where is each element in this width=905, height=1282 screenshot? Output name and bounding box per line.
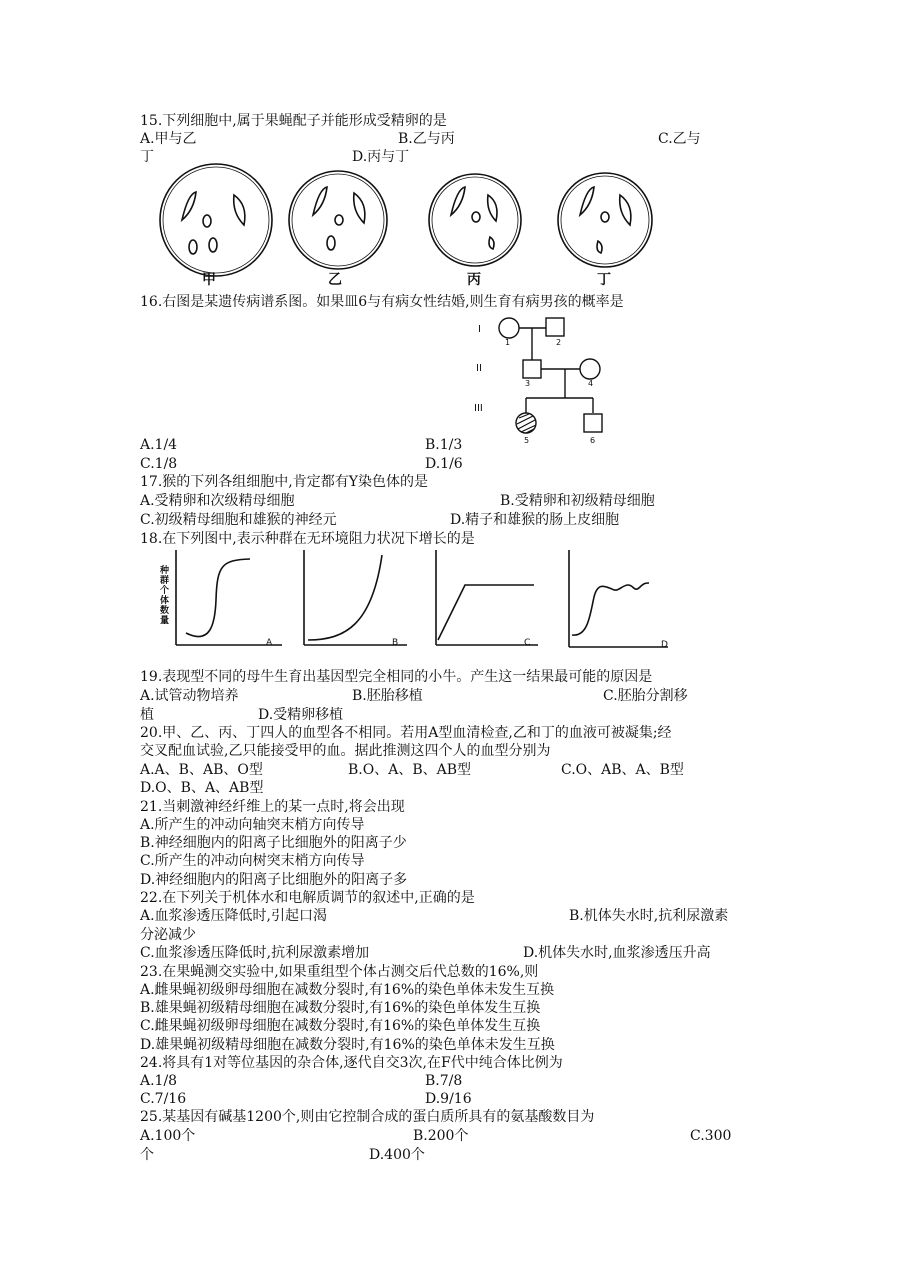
pedigree-chart bbox=[470, 312, 640, 452]
q25-option-c: C.300 bbox=[690, 1128, 732, 1144]
pedigree-id-6: 6 bbox=[590, 436, 596, 445]
graph-y-axis-label: 种群个体数量 bbox=[160, 566, 170, 626]
question-23-stem: 23.在果蝇测交实验中,如果重组型个体占测交后代总数的16%,则 bbox=[140, 964, 539, 980]
question-17-stem: 17.猴的下列各组细胞中,肯定都有Y染色体的是 bbox=[140, 474, 428, 490]
q17-option-c: C.初级精母细胞和雄猴的神经元 bbox=[140, 512, 337, 528]
q15-option-d: D.丙与丁 bbox=[352, 149, 410, 165]
q22-option-d: D.机体失水时,血浆渗透压升高 bbox=[523, 945, 711, 961]
pedigree-gen-1: I bbox=[478, 324, 481, 335]
q25-option-d: D.400个 bbox=[369, 1147, 425, 1163]
cell-label-bing: 丙 bbox=[467, 272, 481, 288]
q17-option-d: D.精子和雄猴的肠上皮细胞 bbox=[450, 512, 620, 528]
question-24-stem: 24.将具有1对等位基因的杂合体,逐代自交3次,在F代中纯合体比例为 bbox=[140, 1055, 563, 1071]
q21-option-c: C.所产生的冲动向树突末梢方向传导 bbox=[140, 853, 365, 869]
q24-option-c: C.7/16 bbox=[140, 1091, 187, 1107]
q21-option-a: A.所产生的冲动向轴突末梢方向传导 bbox=[140, 817, 365, 833]
graph-label-b: B bbox=[392, 638, 399, 648]
graph-label-d: D bbox=[661, 640, 668, 650]
cell-bing bbox=[429, 174, 521, 266]
q20-option-a: A.A、B、AB、O型 bbox=[140, 762, 263, 778]
q19-option-a: A.试管动物培养 bbox=[140, 688, 239, 704]
graph-d bbox=[569, 550, 668, 647]
pedigree-id-4: 4 bbox=[588, 379, 594, 388]
q20-option-b: B.O、A、B、AB型 bbox=[348, 762, 472, 778]
graph-b bbox=[304, 550, 407, 645]
question-22-stem: 22.在下列关于机体水和电解质调节的叙述中,正确的是 bbox=[140, 890, 475, 906]
graph-a bbox=[176, 550, 282, 645]
q19-option-b: B.胚胎移植 bbox=[352, 688, 423, 704]
q24-option-a: A.1/8 bbox=[140, 1073, 178, 1089]
cell-label-yi: 乙 bbox=[328, 272, 342, 288]
q22-option-c: C.血浆渗透压降低时,抗利尿激素增加 bbox=[140, 945, 370, 961]
cell-diagrams bbox=[0, 165, 905, 295]
q16-option-d: D.1/6 bbox=[425, 456, 463, 472]
pedigree-id-1: 1 bbox=[505, 338, 511, 347]
graph-c bbox=[436, 550, 538, 645]
q22-option-b-wrap: 分泌减少 bbox=[140, 927, 196, 943]
pedigree-gen-3: III bbox=[474, 403, 483, 414]
q25-option-a: A.100个 bbox=[140, 1128, 196, 1144]
q15-option-a: A.甲与乙 bbox=[140, 131, 197, 147]
question-16-stem: 16.右图是某遗传病谱系图。如果皿6与有病女性结婚,则生育有病男孩的概率是 bbox=[140, 294, 624, 310]
q15-option-c-wrap: 丁 bbox=[140, 149, 154, 165]
q23-option-a: A.雌果蝇初级卵母细胞在减数分裂时,有16%的染色单体未发生互换 bbox=[140, 982, 555, 998]
pedigree-id-2: 2 bbox=[556, 338, 562, 347]
q22-option-a: A.血浆渗透压降低时,引起口渴 bbox=[140, 908, 328, 924]
pedigree-id-3: 3 bbox=[525, 379, 531, 388]
question-25-stem: 25.某基因有碱基1200个,则由它控制合成的蛋白质所具有的氨基酸数目为 bbox=[140, 1109, 595, 1125]
question-15-stem: 15.下列细胞中,属于果蝇配子并能形成受精卵的是 bbox=[140, 113, 447, 129]
q23-option-b: B.雄果蝇初级精母细胞在减数分裂时,有16%的染色单体发生互换 bbox=[140, 1000, 541, 1016]
cell-yi bbox=[289, 171, 387, 269]
q16-option-c: C.1/8 bbox=[140, 456, 178, 472]
q23-option-c: C.雌果蝇初级卵母细胞在减数分裂时,有16%的染色单体发生互换 bbox=[140, 1018, 541, 1034]
question-20-stem-1: 20.甲、乙、丙、丁四人的血型各不相同。若用A型血清检查,乙和丁的血液可被凝集;经 bbox=[140, 725, 672, 741]
cell-ding bbox=[558, 173, 652, 267]
q19-option-c-wrap: 植 bbox=[140, 707, 154, 723]
cell-label-ding: 丁 bbox=[597, 272, 611, 288]
question-18-stem: 18.在下列图中,表示种群在无环境阻力状况下增长的是 bbox=[140, 531, 475, 547]
cell-label-jia: 甲 bbox=[202, 272, 216, 288]
q15-option-b: B.乙与丙 bbox=[398, 131, 455, 147]
q16-option-a: A.1/4 bbox=[140, 437, 178, 453]
cell-jia bbox=[160, 164, 272, 276]
q20-option-c: C.O、AB、A、B型 bbox=[561, 762, 684, 778]
question-19-stem: 19.表现型不同的母牛生育出基因型完全相同的小牛。产生这一结果最可能的原因是 bbox=[140, 669, 653, 685]
q15-option-c: C.乙与 bbox=[658, 131, 701, 147]
q24-option-d: D.9/16 bbox=[425, 1091, 472, 1107]
q19-option-c: C.胚胎分割移 bbox=[603, 688, 688, 704]
q21-option-b: B.神经细胞内的阳离子比细胞外的阳离子少 bbox=[140, 835, 407, 851]
question-20-stem-2: 交叉配血试验,乙只能接受甲的血。据此推测这四个人的血型分别为 bbox=[140, 743, 551, 759]
q16-option-b: B.1/3 bbox=[425, 437, 463, 453]
graph-label-a: A bbox=[266, 638, 273, 648]
q17-option-a: A.受精卵和次级精母细胞 bbox=[140, 493, 295, 509]
q25-option-b: B.200个 bbox=[413, 1128, 469, 1144]
q25-option-c-wrap: 个 bbox=[140, 1147, 154, 1163]
q17-option-b: B.受精卵和初级精母细胞 bbox=[500, 493, 655, 509]
pedigree-id-5: 5 bbox=[524, 436, 530, 445]
q24-option-b: B.7/8 bbox=[425, 1073, 463, 1089]
pedigree-gen-2: II bbox=[476, 363, 482, 374]
question-21-stem: 21.当刺激神经纤维上的某一点时,将会出现 bbox=[140, 799, 405, 815]
q23-option-d: D.雄果蝇初级精母细胞在减数分裂时,有16%的染色单体未发生互换 bbox=[140, 1037, 555, 1053]
growth-graphs bbox=[0, 545, 905, 665]
q20-option-d: D.O、B、A、AB型 bbox=[140, 780, 264, 796]
graph-label-c: C bbox=[524, 638, 531, 648]
q19-option-d: D.受精卵移植 bbox=[258, 707, 344, 723]
q22-option-b: B.机体失水时,抗利尿激素 bbox=[569, 908, 729, 924]
q21-option-d: D.神经细胞内的阳离子比细胞外的阳离子多 bbox=[140, 872, 408, 888]
